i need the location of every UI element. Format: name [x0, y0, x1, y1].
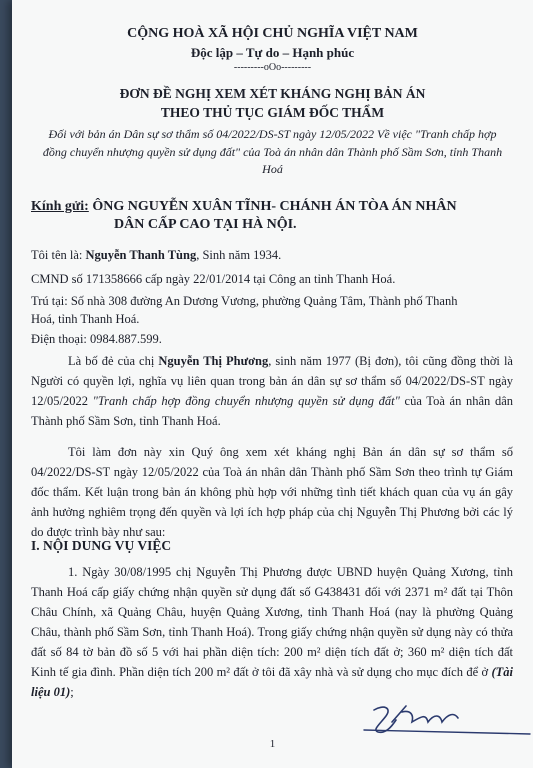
address-line2: Hoá, tỉnh Thanh Hoá. [31, 312, 140, 326]
national-title: CỘNG HOÀ XÃ HỘI CHỦ NGHĨA VIỆT NAM [127, 26, 418, 41]
document-reference: (Tài liệu 01) [31, 665, 513, 699]
section1-paragraph1 [31, 562, 513, 702]
header-separator: ---------oOo--------- [233, 62, 312, 73]
name-suffix: , Sinh năm 1934. [196, 248, 282, 262]
document-page [12, 0, 533, 768]
petitioner-name-line [31, 245, 281, 265]
para1-text-a: Là bố đẻ của chị [68, 354, 159, 368]
addressee-label: Kính gửi: [31, 199, 89, 214]
id-line: CMND số 171358666 cấp ngày 22/01/2014 tại Công an tỉnh Thanh Hoá. [31, 272, 396, 286]
petitioner-name: Nguyễn Thanh Tùng [85, 248, 197, 262]
p1-end: ; [70, 685, 74, 699]
daughter-name: Nguyễn Thị Phương [158, 354, 269, 368]
section-heading: I. NỘI DUNG VỤ VIỆC [31, 538, 172, 553]
addressee-line1: ÔNG NGUYỄN XUÂN TĨNH- CHÁNH ÁN TÒA ÁN NHÂN [92, 199, 457, 214]
addressee-block [31, 196, 457, 217]
document-title-line2: THEO THỦ TỤC GIÁM ĐỐC THẨM [160, 105, 385, 120]
paragraph-request: Tôi làm đơn này xin Quý ông xem xét kháng nghị Bản án dân sự sơ thẩm số 04/2022/DS-ST ngày 12/05/2022 của Toà án nhân dân Thành phố Sầm Sơn theo trình tự Giám đốc thẩm. Kết luận trong bản án không phù hợp với những tình tiết khách quan của vụ án gây ảnh hưởng nghiêm trọng đến quyền và lợi ích hợp pháp của chị Nguyễn Thị Phương bởi các lý do được trình bày như sau: [31, 445, 513, 539]
name-prefix: Tôi tên là: [31, 248, 86, 262]
subject-line: Đối với bản án Dân sự sơ thẩm số 04/2022/DS-ST ngày 12/05/2022 Về việc "Tranh chấp hợp đồng chuyển nhượng quyền sử dụng đất" của Toà án nhân dân Thành phố Sầm Sơn, tỉnh Thanh Hoá [42, 127, 503, 176]
addressee-line2: DÂN CẤP CAO TẠI HÀ NỘI. [114, 217, 297, 232]
paragraph-relationship [31, 351, 513, 431]
case-name: "Tranh chấp hợp đồng chuyển nhượng quyền sử dụng đất" [92, 394, 400, 408]
address-line1: Trú tại: Số nhà 308 đường An Dương Vương, phường Quảng Tâm, Thành phố Thanh [31, 294, 458, 308]
para1-text-c: của Toà án nhân dân Thành phố Sầm Sơn, tỉnh Thanh Hoá. [31, 394, 514, 428]
para1-text-b: , sinh năm 1977 (Bị đơn), tôi cũng đồng thời là Người có quyền lợi, nghĩa vụ liên quan trong bản án dân sự sơ thẩm số 04/2022/DS-ST ngày 12/05/2022 [31, 354, 513, 408]
p1-main-text: 1. Ngày 30/08/1995 chị Nguyễn Thị Phương được UBND huyện Quảng Xương, tỉnh Thanh Hoá cấp giấy chứng nhận quyền sử dụng đất số G438431 đối với 2371 m² đất tại Thôn Châu Chính, xã Quảng Châu, huyện Quảng Xương, tỉnh Thanh Hoá (nay là phường Quảng Châu, thành phố Sầm Sơn, tỉnh Thanh Hoá). Trong giấy chứng nhận quyền sử dụng này có thửa đất số 84 tờ bản đồ số 5 với hai phần diện tích: 200 m² diện tích đất ở; 360 m² diện tích đất Kinh tế gia đình. Phần diện tích 200 m² đất ở tôi đã xây nhà và sử dụng cho mục đích để ở [31, 565, 513, 679]
motto: Độc lập – Tự do – Hạnh phúc [190, 45, 355, 60]
signature-image [362, 700, 532, 740]
page-number: 1 [269, 738, 276, 750]
phone-line: Điện thoại: 0984.887.599. [31, 332, 162, 346]
document-title-line1: ĐƠN ĐỀ NGHỊ XEM XÉT KHÁNG NGHỊ BẢN ÁN [119, 86, 426, 101]
